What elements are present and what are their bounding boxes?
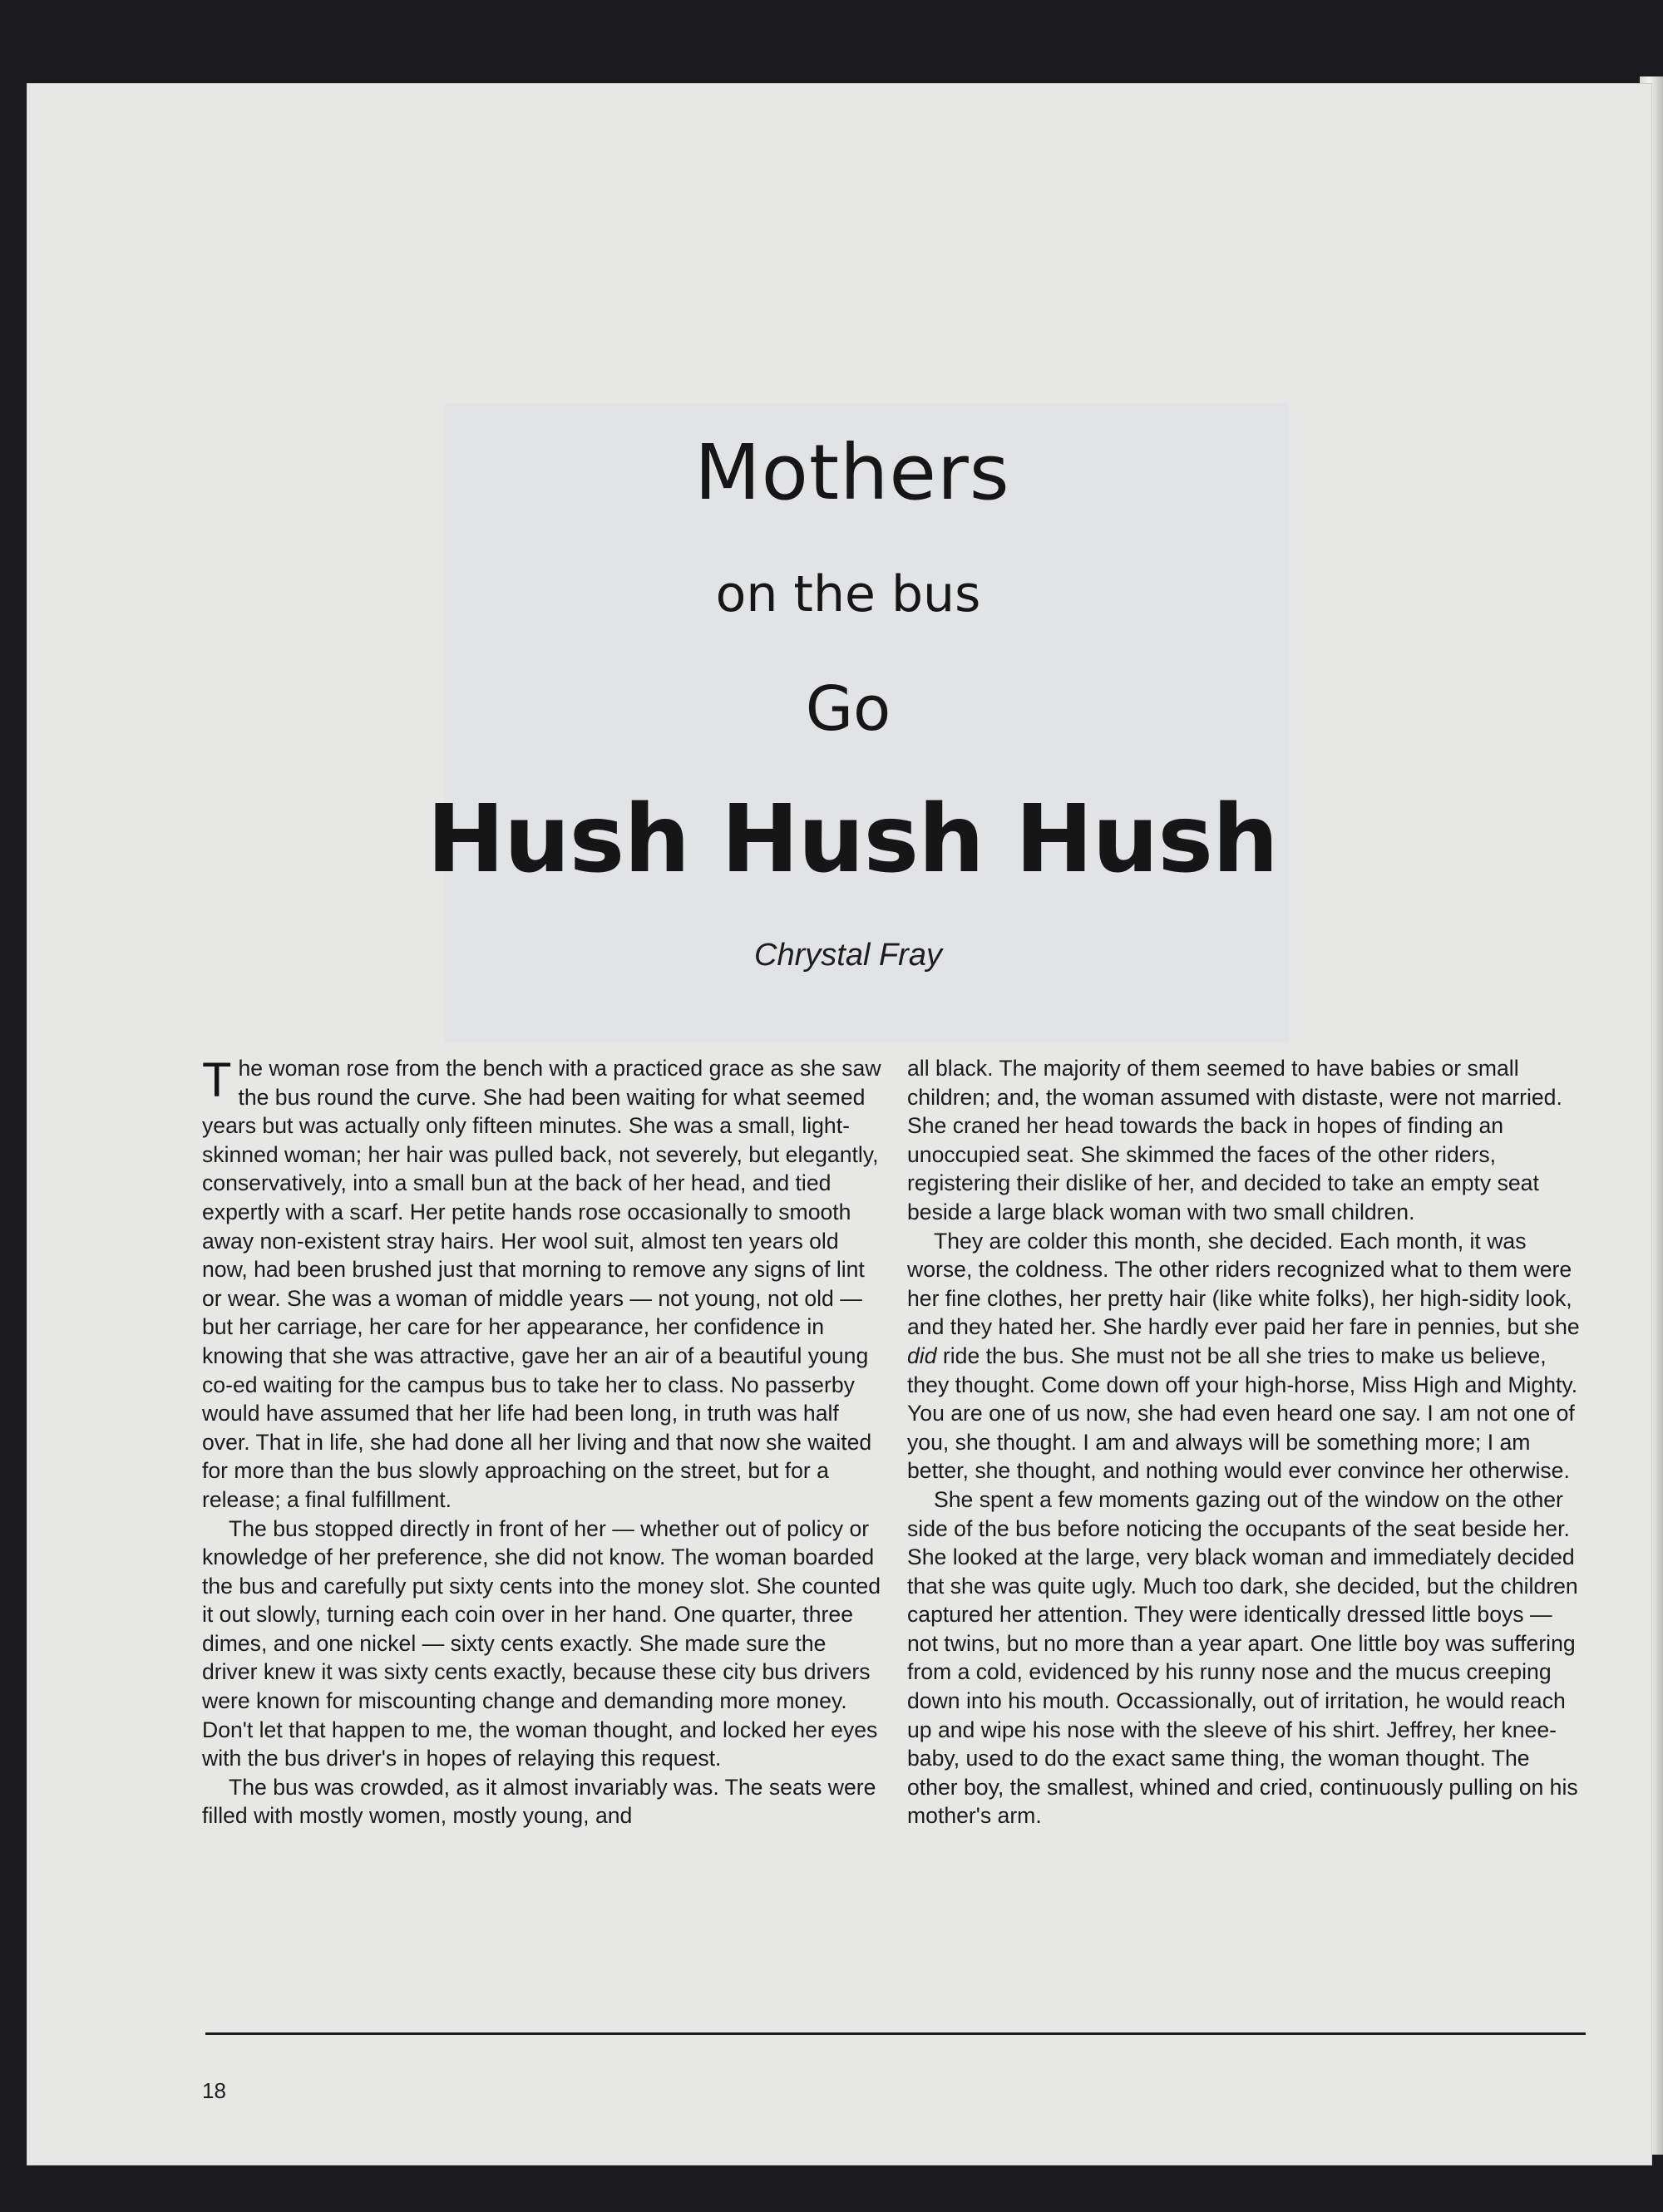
text-column-right — [907, 1054, 1585, 1830]
paragraph-text: he woman rose from the bench with a practiced grace as she saw the bus round the curve. She had been waiting for what seemed years but was actually only fifteen minutes. She was a small, light-skinned woman; her hair was pulled back, not severely, but elegantly, conservatively, into a small bun at the back of her head, and tied expertly with a scarf. Her petite hands rose occasionally to smooth away non-existent stray hairs. Her wool suit, almost ten years old now, had been brushed just that morning to remove any signs of lint or wear. She was a woman of middle years — not young, not old — but her carriage, her care for her appearance, her confidence in knowing that she was attractive, gave her an air of a beautiful young co-ed waiting for the campus bus to take her to class. No passerby would have assumed that her life had been long, in truth was half over. That in life, she had done all her living and that now she waited for more than the bus slowly approaching on the street, but for a release; a final fulfillment. — [202, 1056, 881, 1512]
author-byline: Chrystal Fray — [754, 938, 942, 973]
title-mothers: Mothers — [694, 428, 1010, 517]
paragraph: The bus was crowded, as it almost invariably was. The seats were filled with mostly women, mostly young, and — [202, 1774, 876, 1829]
paragraph-text: They are colder this month, she decided. Each month, it was worse, the coldness. The other riders recognized what to them were her fine clothes, her pretty hair (like white folks), her high-sidity look, and they hated her. She hardly ever paid her fare in pennies, but she — [907, 1228, 1580, 1340]
paragraph-text: ride the bus. She must not be all she tries to make us believe, they thought. Come down off your high-horse, Miss High and Mighty. You are one of us now, she had even heard one say. I am not one of you, she thought. I am and always will be something more; I am better, she thought, and nothing would ever convince her otherwise. — [907, 1342, 1578, 1484]
title-on-the-bus: on the bus — [715, 565, 981, 623]
page-number: 18 — [202, 2078, 226, 2103]
paragraph: She spent a few moments gazing out of the window on the other side of the bus before noticing the occupants of the seat beside her. She looked at the large, very black woman and immediately decided that she was quite ugly. Much too dark, she decided, but the children captured her attention. They were identically dressed little boys — not twins, but no more than a year apart. One little boy was suffering from a cold, evidenced by his runny nose and the mucus creeping down into his mouth. Occassionally, out of irritation, he would reach up and wipe his nose with the sleeve of his shirt. Jeffrey, her knee-baby, used to do the exact same thing, the woman thought. The other boy, the smallest, whined and cried, continuously pulling on his mother's arm. — [907, 1486, 1578, 1829]
paragraph: The bus stopped directly in front of her — whether out of policy or knowledge of her preference, she did not know. The woman boarded the bus and carefully put sixty cents into the money slot. She counted it out slowly, turning each coin over in her hand. One quarter, three dimes, and one nickel — sixty cents exactly. She made sure the driver knew it was sixty cents exactly, because these city bus drivers were known for miscounting change and demanding more money. Don't let that happen to me, the woman thought, and locked her eyes with the bus driver's in hopes of relaying this request. — [202, 1515, 881, 1771]
paragraph — [907, 1227, 1585, 1485]
drop-cap: T — [202, 1053, 232, 1107]
title-go: Go — [805, 673, 891, 745]
paragraph — [202, 1054, 886, 1515]
footer-rule — [205, 2032, 1586, 2035]
paragraph: all black. The majority of them seemed to have babies or small children; and, the woman assumed with distaste, were not married. She craned her head towards the back in hopes of finding an unoccupied seat. She skimmed the faces of the other riders, registering their dislike of her, and decided to take an empty seat beside a large black woman with two small children. — [907, 1056, 1562, 1224]
title-hush-hush-hush: Hush Hush Hush — [427, 786, 1278, 894]
italic-word: did — [907, 1342, 937, 1368]
text-column-left — [202, 1054, 886, 1830]
